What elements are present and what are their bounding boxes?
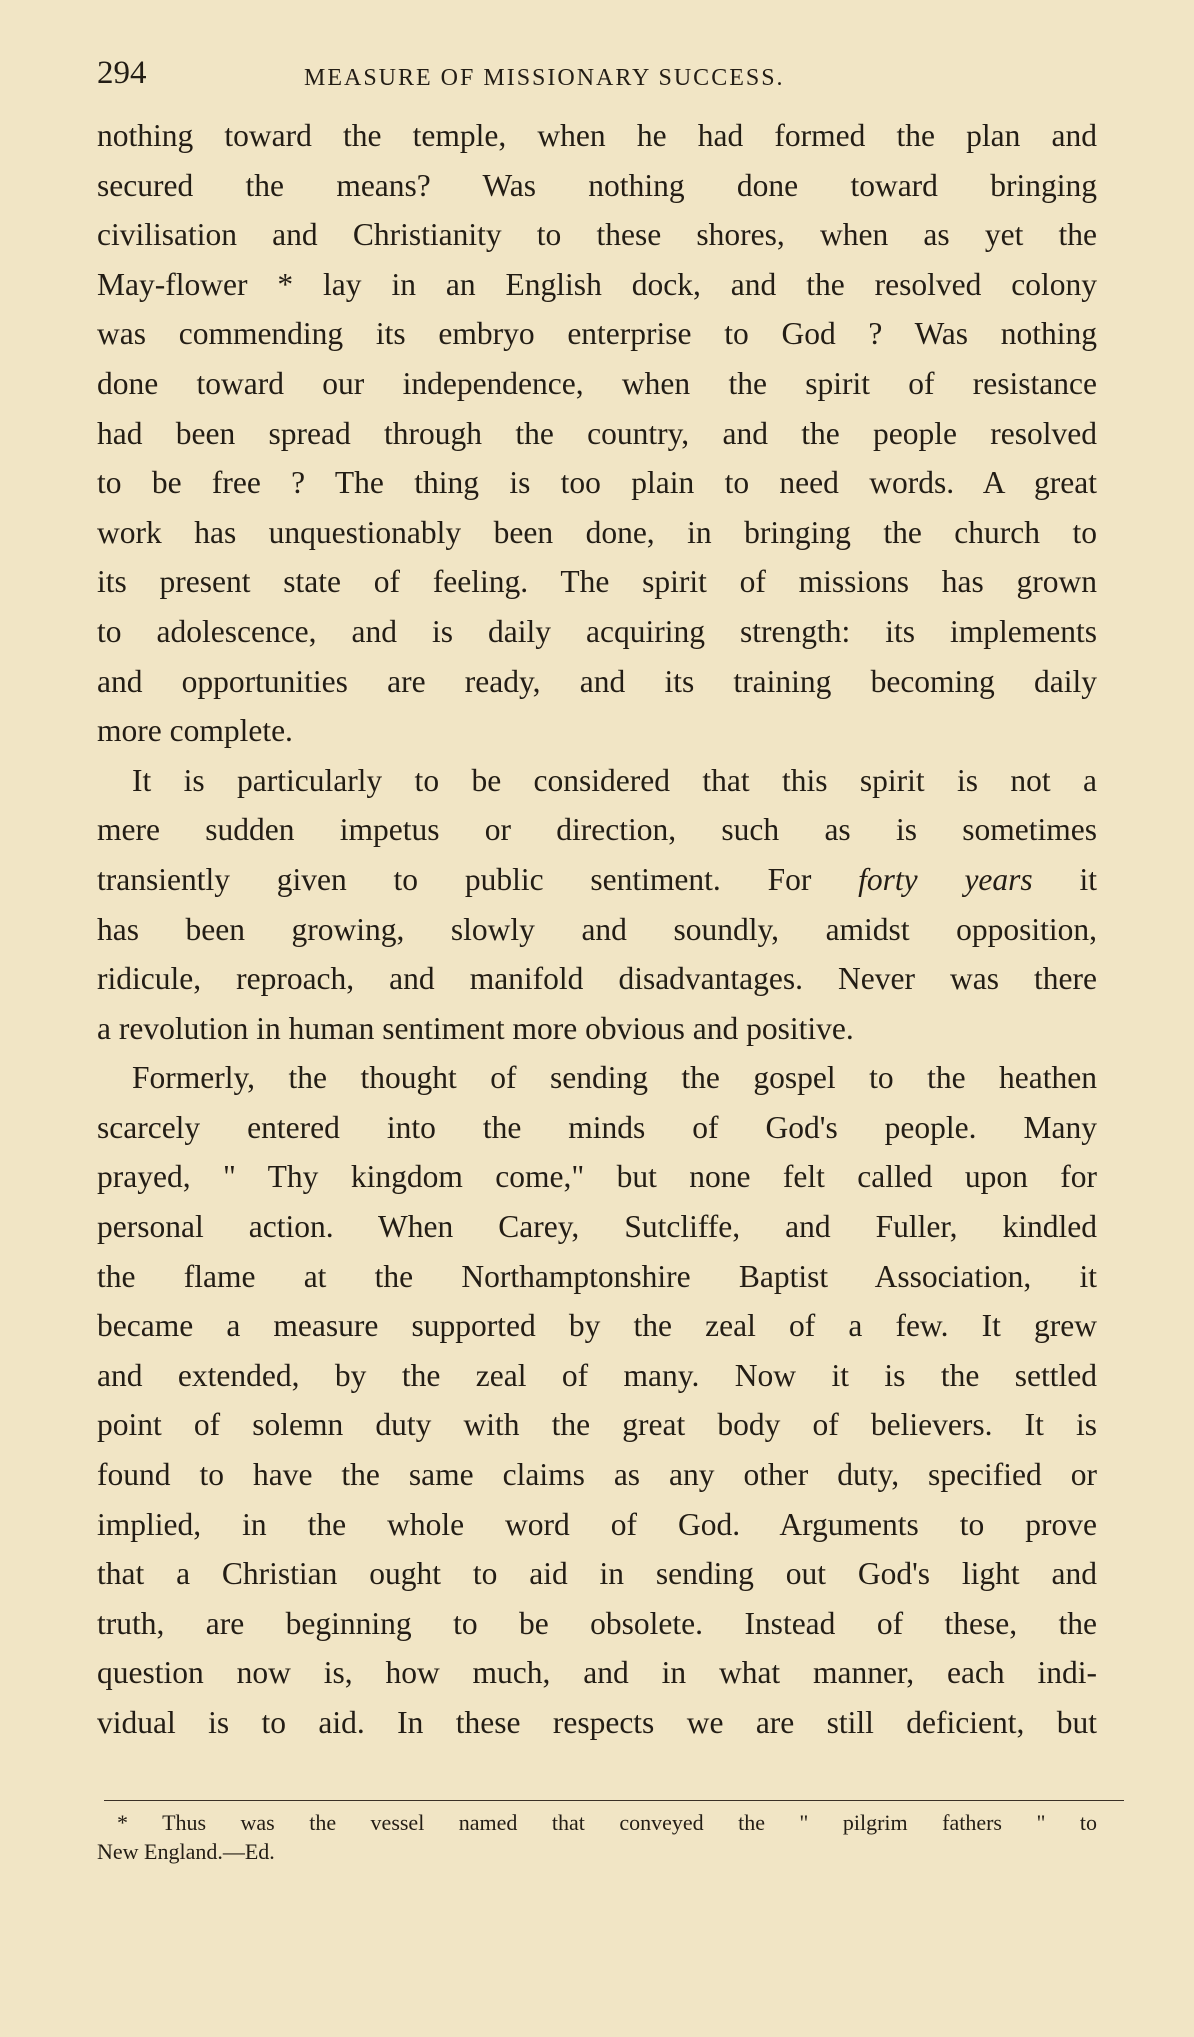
text-line: prayed, " Thy kingdom come," but none felt called upon for [97, 1159, 1097, 1195]
body-text [97, 111, 1097, 1748]
text-line: the flame at the Northamptonshire Baptist Association, it [97, 1258, 1097, 1294]
italic-phrase: forty years [858, 861, 1033, 897]
text-line-with-italic [97, 855, 1097, 905]
text-line: personal action. When Carey, Sutcliffe, and Fuller, kindled [97, 1209, 1097, 1245]
text-line: more complete. [97, 713, 293, 749]
text-segment: transiently given to public sentiment. For [97, 861, 812, 897]
text-line: It is particularly to be considered that this spirit is not a [132, 762, 1097, 798]
text-line: question now is, how much, and in what manner, each indi- [97, 1655, 1097, 1691]
text-line: to be free ? The thing is too plain to need words. A great [97, 465, 1097, 501]
footnote-divider [104, 1800, 1124, 1801]
text-line: done toward our independence, when the spirit of resistance [97, 365, 1097, 401]
text-line: scarcely entered into the minds of God's people. Many [97, 1109, 1097, 1145]
text-line: was commending its embryo enterprise to God ? Was nothing [97, 316, 1097, 352]
text-line: has been growing, slowly and soundly, amidst opposition, [97, 911, 1097, 947]
footnote-line: New England.—Ed. [97, 1839, 275, 1864]
running-title: MEASURE OF MISSIONARY SUCCESS. [304, 65, 785, 91]
text-line: vidual is to aid. In these respects we are still deficient, but [97, 1705, 1097, 1740]
footnote-line: * Thus was the vessel named that conveyed the " pilgrim fathers " to [117, 1810, 1097, 1835]
text-line: had been spread through the country, and the people resolved [97, 415, 1097, 451]
text-line: secured the means? Was nothing done toward bringing [97, 167, 1097, 203]
running-head [97, 55, 1097, 95]
text-segment: it [1079, 861, 1097, 897]
text-line: Formerly, the thought of sending the gospel to the heathen [132, 1060, 1097, 1096]
text-line: its present state of feeling. The spirit of missions has grown [97, 564, 1097, 600]
text-line: work has unquestionably been done, in bringing the church to [97, 514, 1097, 550]
text-line: found to have the same claims as any other duty, specified or [97, 1457, 1097, 1493]
text-line: that a Christian ought to aid in sending out God's light and [97, 1556, 1097, 1592]
text-line: civilisation and Christianity to these shores, when as yet the [97, 217, 1097, 253]
text-line: ridicule, reproach, and manifold disadvantages. Never was there [97, 961, 1097, 997]
footnote [97, 1808, 1097, 1866]
text-line: nothing toward the temple, when he had formed the plan and [97, 118, 1097, 153]
text-line: became a measure supported by the zeal of a few. It grew [97, 1308, 1097, 1344]
text-line: truth, are beginning to be obsolete. Instead of these, the [97, 1605, 1097, 1641]
text-line: implied, in the whole word of God. Arguments to prove [97, 1506, 1097, 1542]
text-line: a revolution in human sentiment more obvious and positive. [97, 1010, 854, 1046]
page-number: 294 [97, 55, 147, 91]
text-line: point of solemn duty with the great body of believers. It is [97, 1407, 1097, 1443]
text-line: and opportunities are ready, and its training becoming daily [97, 663, 1097, 699]
text-line: May-flower * lay in an English dock, and the resolved colony [97, 266, 1097, 302]
text-line: to adolescence, and is daily acquiring strength: its implements [97, 613, 1097, 649]
text-line: mere sudden impetus or direction, such as is sometimes [97, 812, 1097, 848]
text-line: and extended, by the zeal of many. Now it is the settled [97, 1357, 1097, 1393]
